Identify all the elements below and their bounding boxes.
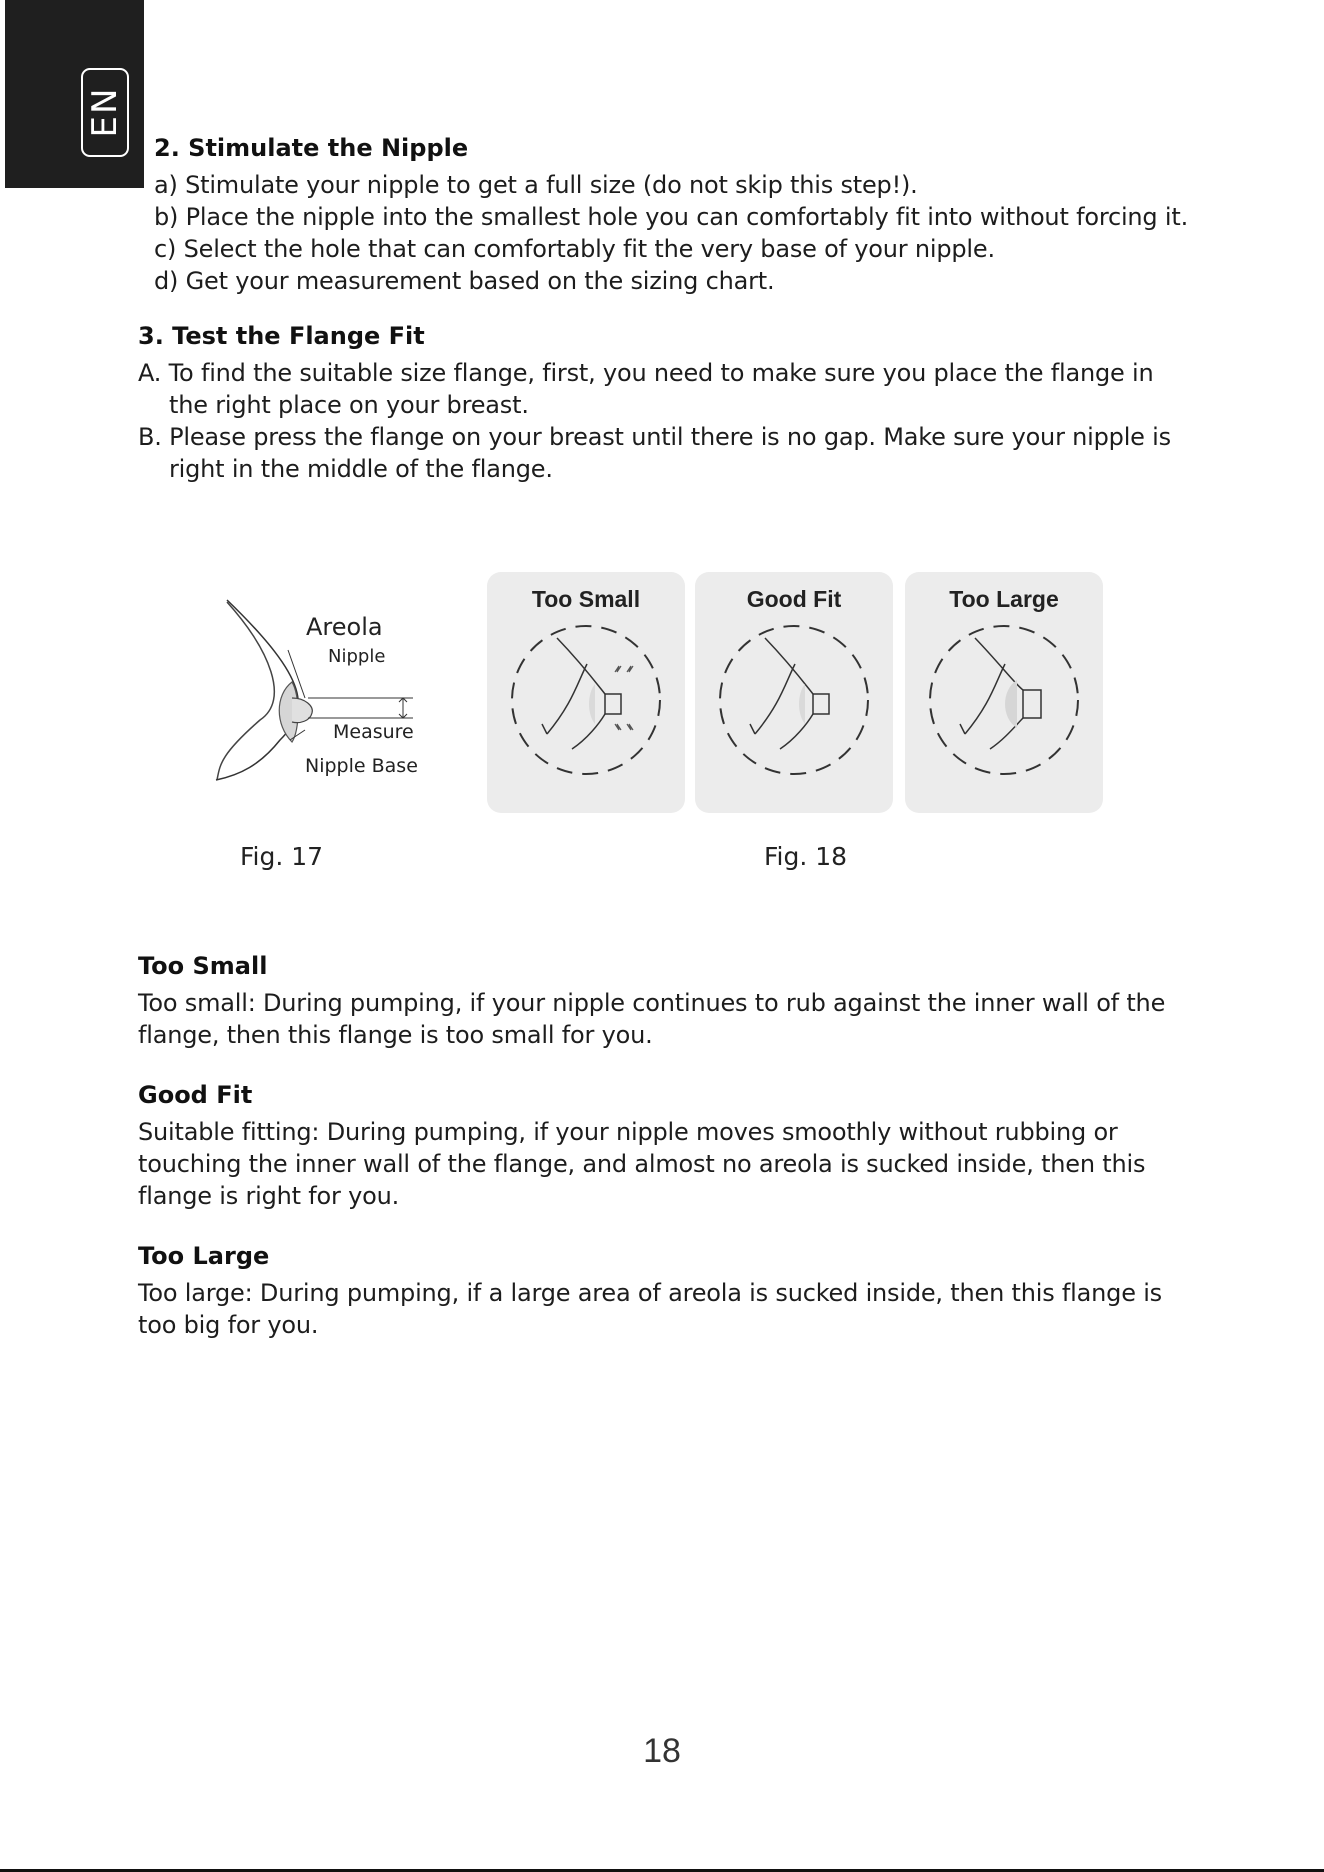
fit-text: Too small: During pumping, if your nipple continues to rub against the inner wall of the flange, then this flange is too small for you. <box>138 989 1166 1049</box>
fit-text: Suitable fitting: During pumping, if your nipple moves smoothly without rubbing or touching the inner wall of the flange, and almost no areola is sucked inside, then this flange is right for you. <box>138 1118 1146 1210</box>
fit-heading: Good Fit <box>138 1081 253 1109</box>
measure-label: Measure <box>333 721 414 743</box>
section-heading: 3. Test the Flange Fit <box>138 322 425 350</box>
fit-description-too-small <box>138 951 1198 1051</box>
list-item: A. To find the suitable size flange, first, you need to make sure you place the flange in the right place on your breast. <box>138 359 1154 419</box>
list-item: d) Get your measurement based on the sizing chart. <box>154 267 775 295</box>
section-test-flange-fit <box>138 321 1198 485</box>
list-item: B. Please press the flange on your breast until there is no gap. Make sure your nipple is right in the middle of the flange. <box>138 423 1171 483</box>
panel-title: Too Small <box>531 586 641 612</box>
fit-description-too-large <box>138 1241 1198 1341</box>
panel-title: Good Fit <box>746 586 842 612</box>
too-large-illustration <box>905 624 1103 804</box>
nipple-base-label: Nipple Base <box>305 755 418 777</box>
list-item: a) Stimulate your nipple to get a full size (do not skip this step!). <box>154 171 918 199</box>
fit-description-good-fit <box>138 1080 1198 1212</box>
page-number: 18 <box>643 1732 681 1770</box>
language-label: EN <box>85 86 125 138</box>
fig17-caption: Fig. 17 <box>240 842 324 871</box>
section-stimulate-nipple <box>138 133 1218 297</box>
panel-too-small <box>487 572 685 813</box>
fig18-caption: Fig. 18 <box>764 842 848 871</box>
good-fit-illustration <box>695 624 893 804</box>
areola-label: Areola <box>306 613 383 641</box>
fit-text: Too large: During pumping, if a large area of areola is sucked inside, then this flange is too big for you. <box>138 1279 1162 1339</box>
too-small-illustration <box>487 624 685 804</box>
nipple-label: Nipple <box>328 646 386 667</box>
fit-heading: Too Large <box>138 1242 270 1270</box>
fit-heading: Too Small <box>138 952 268 980</box>
list-item: c) Select the hole that can comfortably fit the very base of your nipple. <box>154 235 995 263</box>
section-heading: 2. Stimulate the Nipple <box>154 134 469 162</box>
panel-too-large <box>905 572 1103 813</box>
panel-title: Too Large <box>949 586 1059 612</box>
list-item: b) Place the nipple into the smallest hole you can comfortably fit into without forcing it. <box>154 203 1189 231</box>
panel-good-fit <box>695 572 893 813</box>
